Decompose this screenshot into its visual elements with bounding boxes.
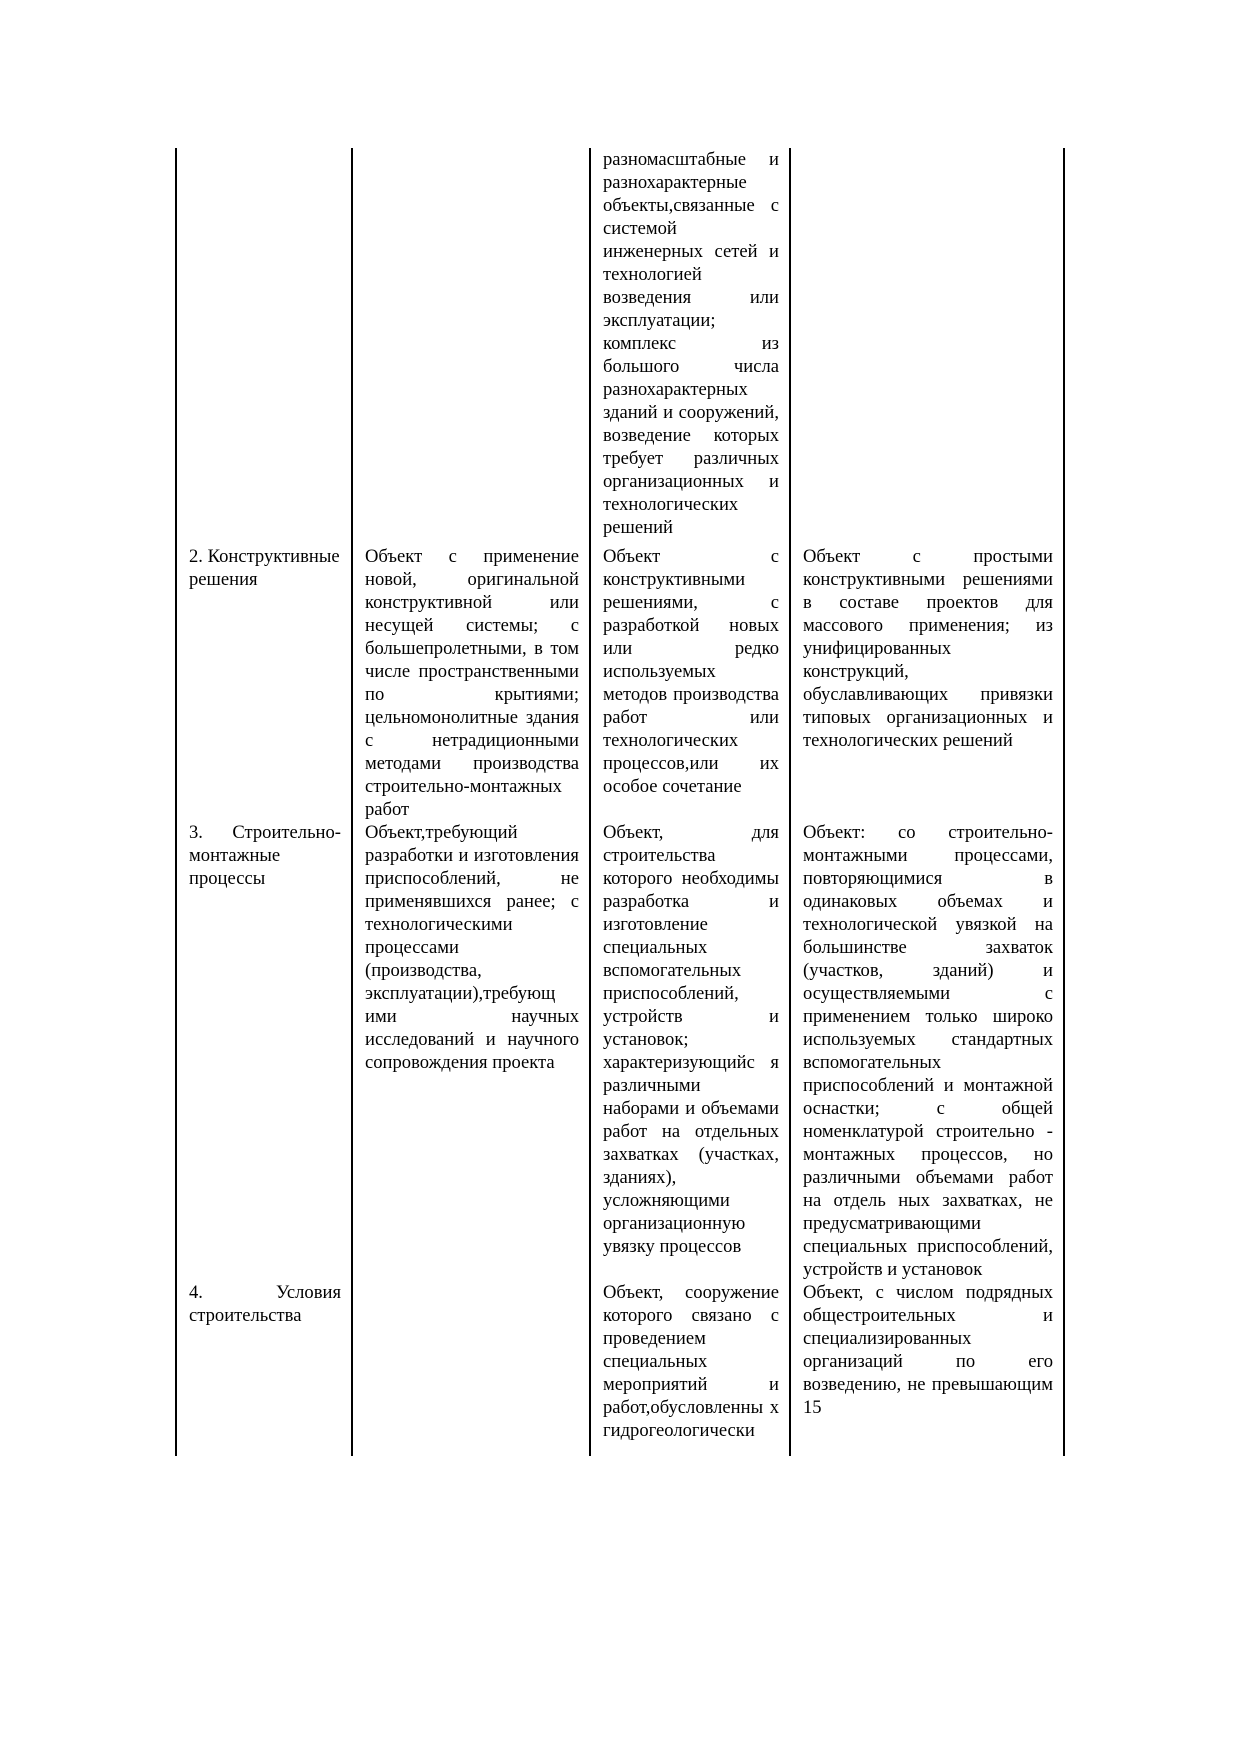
- criterion-cell: [176, 545, 352, 821]
- table-row: [176, 1281, 1064, 1456]
- category-3-cell: [790, 545, 1064, 821]
- criterion-cell: [176, 148, 352, 545]
- criterion-text: 3. Строительно-монтажные процессы: [189, 822, 341, 889]
- category-3-cell: [790, 148, 1064, 545]
- category-1-cell: [352, 1281, 590, 1456]
- criterion-cell: [176, 821, 352, 1281]
- category-2-text: Объект с конструктивными решениями, с разработкой новых или редко используемых методов производства работ или технологических процессов,или их особое сочетание: [603, 546, 779, 797]
- criterion-text: 4. Условия строительства: [189, 1282, 341, 1326]
- category-2-text: Объект, сооружение которого связано с проведением специальных мероприятий и работ,обусловленны х гидрогеологически: [603, 1282, 779, 1441]
- category-2-cell: [590, 545, 790, 821]
- category-3-text: Объект, с числом подрядных общестроительных и специализированных организаций по его возведению, не превышающим 15: [803, 1282, 1053, 1418]
- category-3-cell: [790, 1281, 1064, 1456]
- classification-table: [175, 148, 1065, 1456]
- category-1-text: Объект с применение новой, оригинальной конструктивной или несущей системы; с большепролетными, в том числе пространственными по крытиями; цельномонолитные здания с нетрадиционными методами производства строительно-монтажных работ: [365, 546, 579, 820]
- category-1-cell: [352, 545, 590, 821]
- category-1-cell: [352, 821, 590, 1281]
- category-2-cell: [590, 821, 790, 1281]
- table-row: [176, 545, 1064, 821]
- criterion-text: 2. Конструктивные решения: [189, 546, 340, 590]
- category-3-text: Объект с простыми конструктивными решениями в составе проектов для массового применения; из унифицированных конструкций, обуславливающих привязки типовых организационных и технологических решений: [803, 546, 1053, 751]
- category-2-cell: [590, 148, 790, 545]
- category-2-cell: [590, 1281, 790, 1456]
- category-1-cell: [352, 148, 590, 545]
- category-2-text: Объект, для строительства которого необходимы разработка и изготовление специальных вспомогательных приспособлений, устройств и установок; характеризующийс я различными наборами и объемами работ на отдельных захватках (участках, зданиях), усложняющими организационную увязку процессов: [603, 822, 779, 1257]
- category-3-text: Объект: со строительно-монтажными процессами, повторяющимися в одинаковых объемах и технологической увязкой на большинстве захваток (участков, зданий) и осуществляемыми с применением только широко используемых стандартных вспомогательных приспособлений и монтажной оснастки; с общей номенклатурой строительно - монтажных процессов, но различными объемами работ на отдель ных захватках, не предусматривающими специальных приспособлений, устройств и установок: [803, 822, 1053, 1280]
- category-2-text: разномасштабные и разнохарактерные объекты,связанные с системой инженерных сетей и технологией возведения или эксплуатации; комплекс из большого числа разнохарактерных зданий и сооружений, возведение которых требует различных организационных и технологических решений: [603, 149, 779, 538]
- criterion-cell: [176, 1281, 352, 1456]
- table-row: [176, 821, 1064, 1281]
- category-1-text: Объект,требующий разработки и изготовления приспособлений, не применявшихся ранее; с технологическими процессами (производства, эксплуатации),требующ ими научных исследований и научного сопровождения проекта: [365, 822, 579, 1073]
- table-row: [176, 148, 1064, 545]
- category-3-cell: [790, 821, 1064, 1281]
